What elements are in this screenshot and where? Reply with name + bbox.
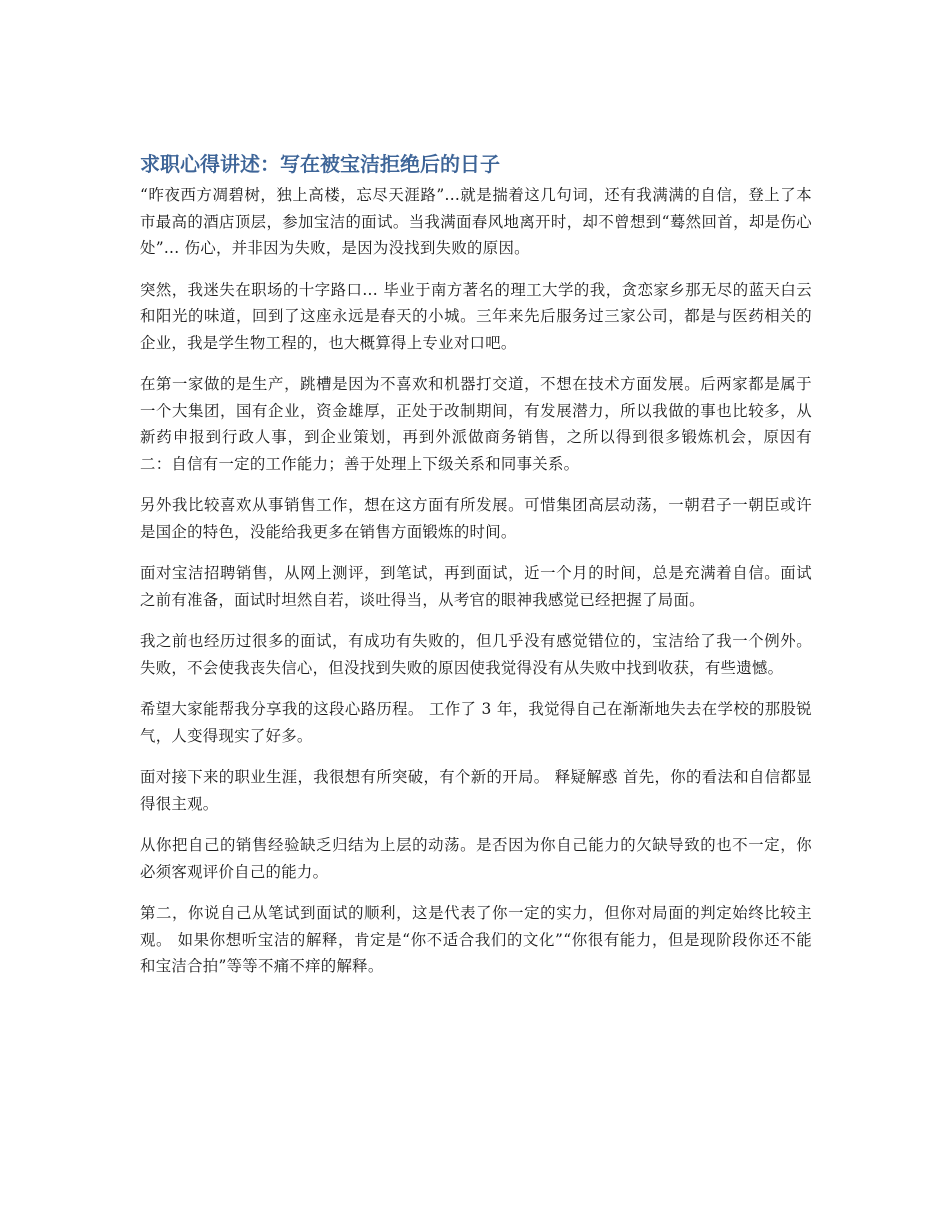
paragraph: 从你把自己的销售经验缺乏归结为上层的动荡。是否因为你自己能力的欠缺导致的也不一定，你必须客观评价自己的能力。 [140, 836, 812, 881]
paragraph: 面对宝洁招聘销售，从网上测评，到笔试，再到面试，近一个月的时间，总是充满着自信。面试之前有准备，面试时坦然自若，谈吐得当，从考官的眼神我感觉已经把握了局面。 [140, 564, 812, 609]
paragraph: 在第一家做的是生产，跳槽是因为不喜欢和机器打交道，不想在技术方面发展。后两家都是属于一个大集团，国有企业，资金雄厚，正处于改制期间，有发展潜力，所以我做的事也比较多，从新药申报到行政人事，到企业策划，再到外派做商务销售，之所以得到很多锻炼机会，原因有二：自信有一定的工作能力；善于处理上下级关系和同事关系。 [140, 375, 812, 473]
paragraph: “昨夜西方凋碧树，独上高楼，忘尽天涯路”...就是揣着这几句词，还有我满满的自信，登上了本市最高的酒店顶层，参加宝洁的面试。当我满面春风地离开时，却不曾想到“蓦然回首，却是伤心处”... 伤心，并非因为失败，是因为没找到失败的原因。 [140, 186, 812, 257]
page-title: 求职心得讲述：写在被宝洁拒绝后的日子 [140, 152, 500, 176]
paragraph: 突然，我迷失在职场的十字路口... 毕业于南方著名的理工大学的我，贪恋家乡那无尽的蓝天白云和阳光的味道，回到了这座永远是春天的小城。三年来先后服务过三家公司，都是与医药相关的企业，我是学生物工程的，也大概算得上专业对口吧。 [140, 280, 812, 352]
paragraph: 第二，你说自己从笔试到面试的顺利，这是代表了你一定的实力，但你对局面的判定始终比较主观。 如果你想听宝洁的解释，肯定是“你不适合我们的文化”“你很有能力，但是现阶段你还不能和宝洁合拍”等等不痛不痒的解释。 [140, 904, 812, 975]
paragraph: 面对接下来的职业生涯，我很想有所突破，有个新的开局。 释疑解惑 首先，你的看法和自信都显得很主观。 [140, 768, 812, 813]
paragraph: 我之前也经历过很多的面试，有成功有失败的，但几乎没有感觉错位的，宝洁给了我一个例外。失败，不会使我丧失信心，但没找到失败的原因使我觉得没有从失败中找到收获，有些遗憾。 [140, 632, 812, 677]
paragraph: 另外我比较喜欢从事销售工作，想在这方面有所发展。可惜集团高层动荡，一朝君子一朝臣或许是国企的特色，没能给我更多在销售方面锻炼的时间。 [140, 496, 812, 541]
paragraph: 希望大家能帮我分享我的这段心路历程。 工作了 3 年，我觉得自己在渐渐地失去在学校的那股锐气，人变得现实了好多。 [140, 700, 812, 745]
document-page [140, 150, 812, 995]
